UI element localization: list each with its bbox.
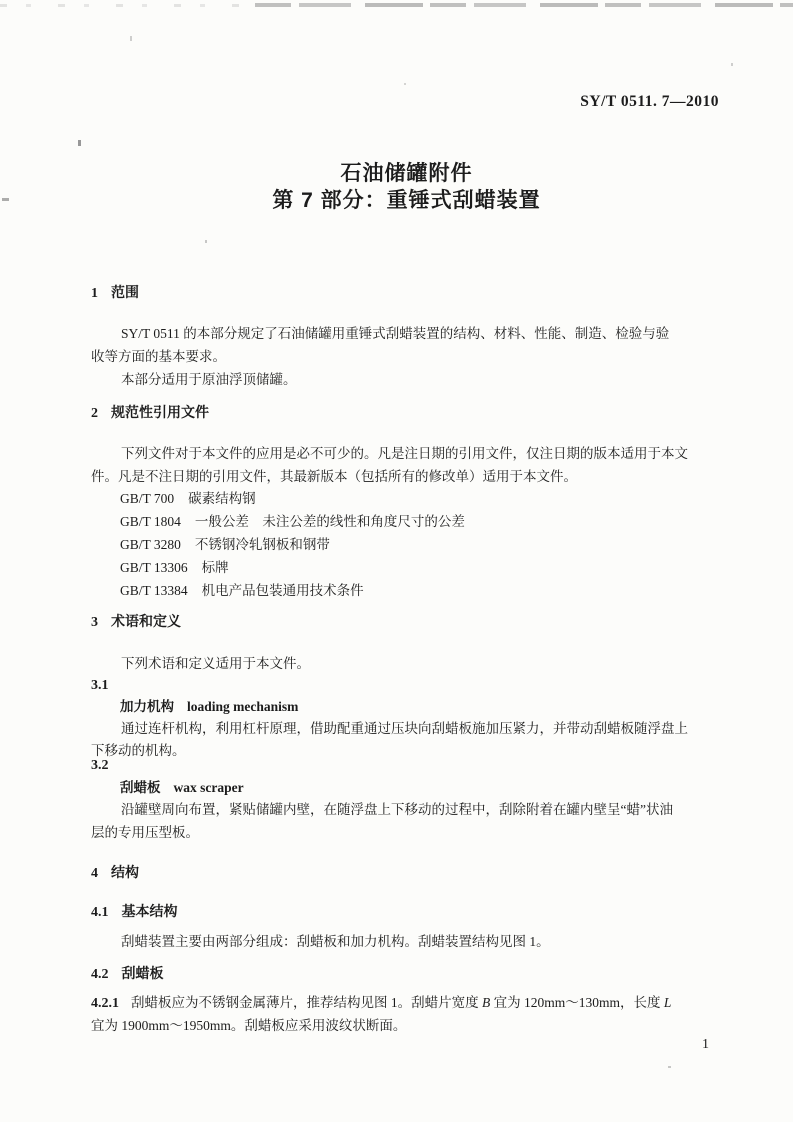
- page-number: 1: [702, 1037, 709, 1052]
- reference-item: [120, 489, 256, 509]
- references-intro-line: 下列文件对于本文件的应用是必不可少的。凡是注日期的引用文件，仅注日期的版本适用于本文: [121, 446, 688, 461]
- scope-paragraph-line: 本部分适用于原油浮顶储罐。: [121, 372, 297, 387]
- variable-B: B: [482, 995, 491, 1010]
- clause-4-2-1-line: [91, 993, 671, 1014]
- term-3-2-definition-line: 沿罐壁周向布置，紧贴储罐内壁，在随浮盘上下移动的过程中，刮除附着在罐内壁呈“蜡”状油: [121, 802, 673, 817]
- scope-paragraph-line: SY/T 0511 的本部分规定了石油储罐用重锤式刮蜡装置的结构、材料、性能、制造、检验与验: [121, 326, 670, 341]
- section-3-heading: [91, 611, 181, 633]
- term-3-1-name: [120, 697, 298, 717]
- section-2-heading: [91, 402, 209, 424]
- section-4-label: 结构: [111, 864, 139, 880]
- section-4-heading: [91, 862, 139, 884]
- clause-text: 宜为 120mm～130mm，长度: [490, 995, 664, 1010]
- term-3-2-number: 3.2: [91, 758, 109, 773]
- reference-item: [120, 512, 465, 532]
- term-3-2-definition-line: 层的专用压型板。: [91, 825, 199, 840]
- clause-text: 刮蜡板应为不锈钢金属薄片，推荐结构见图 1。刮蜡片宽度: [131, 995, 482, 1010]
- term-name-english: loading mechanism: [187, 699, 299, 714]
- section-4-2-number: 4.2: [91, 967, 109, 982]
- section-3-number: 3: [91, 615, 98, 630]
- scan-speck: [668, 1066, 671, 1068]
- references-intro-line: 件。凡是不注日期的引用文件，其最新版本（包括所有的修改单）适用于本文件。: [91, 469, 577, 484]
- reference-code: GB/T 13384: [120, 583, 188, 598]
- section-4-2-label: 刮蜡板: [121, 965, 164, 981]
- term-name-chinese: 加力机构: [120, 699, 174, 714]
- term-3-1-definition-line: 下移动的机构。: [91, 743, 186, 758]
- scan-speck: [78, 140, 81, 146]
- scan-artifact-line: [255, 3, 793, 7]
- reference-item: [120, 581, 364, 601]
- scan-speck: [2, 198, 9, 201]
- terms-intro-line: 下列术语和定义适用于本文件。: [121, 656, 310, 671]
- section-1-number: 1: [91, 286, 98, 301]
- scan-speck: [404, 83, 406, 85]
- reference-code: GB/T 3280: [120, 537, 181, 552]
- scan-speck: [205, 240, 207, 243]
- reference-code: GB/T 13306: [120, 560, 188, 575]
- term-name-english: wax scraper: [173, 780, 244, 795]
- standard-number: SY/T 0511. 7—2010: [580, 93, 719, 110]
- scan-artifact-line: [0, 4, 255, 7]
- reference-code: GB/T 700: [120, 491, 175, 506]
- section-1-heading: [91, 282, 139, 304]
- reference-title: 不锈钢冷轧钢板和钢带: [194, 537, 330, 552]
- section-4-number: 4: [91, 866, 98, 881]
- scope-paragraph-line: 收等方面的基本要求。: [91, 349, 226, 364]
- section-2-number: 2: [91, 406, 98, 421]
- scan-speck: [130, 36, 132, 41]
- section-3-label: 术语和定义: [111, 613, 181, 629]
- clause-number: 4.2.1: [91, 996, 119, 1011]
- document-title-line1: 石油储罐附件: [340, 162, 473, 185]
- document-title-line2: 第 7 部分：重锤式刮蜡装置: [272, 189, 541, 212]
- scan-speck: [731, 63, 733, 66]
- basic-structure-paragraph: 刮蜡装置主要由两部分组成：刮蜡板和加力机构。刮蜡装置结构见图 1。: [121, 934, 550, 949]
- reference-title: 碳素结构钢: [188, 491, 256, 506]
- reference-title: 一般公差 未注公差的线性和角度尺寸的公差: [194, 514, 465, 529]
- term-3-1-number: 3.1: [91, 678, 109, 693]
- term-name-chinese: 刮蜡板: [120, 780, 161, 795]
- reference-title: 机电产品包装通用技术条件: [201, 583, 364, 598]
- section-4-1-number: 4.1: [91, 905, 109, 920]
- reference-code: GB/T 1804: [120, 514, 181, 529]
- variable-L: L: [663, 995, 672, 1010]
- section-4-1-heading: [91, 901, 178, 923]
- section-2-label: 规范性引用文件: [111, 404, 209, 420]
- section-1-label: 范围: [111, 284, 139, 300]
- reference-item: [120, 535, 330, 555]
- clause-4-2-1-line: 宜为 1900mm～1950mm。刮蜡板应采用波纹状断面。: [91, 1018, 407, 1033]
- term-3-1-definition-line: 通过连杆机构，利用杠杆原理，借助配重通过压块向刮蜡板施加压紧力，并带动刮蜡板随浮盘上: [121, 721, 688, 736]
- reference-item: [120, 558, 229, 578]
- section-4-1-label: 基本结构: [121, 903, 178, 919]
- term-3-2-name: [120, 778, 244, 798]
- reference-title: 标牌: [201, 560, 229, 575]
- section-4-2-heading: [91, 963, 164, 985]
